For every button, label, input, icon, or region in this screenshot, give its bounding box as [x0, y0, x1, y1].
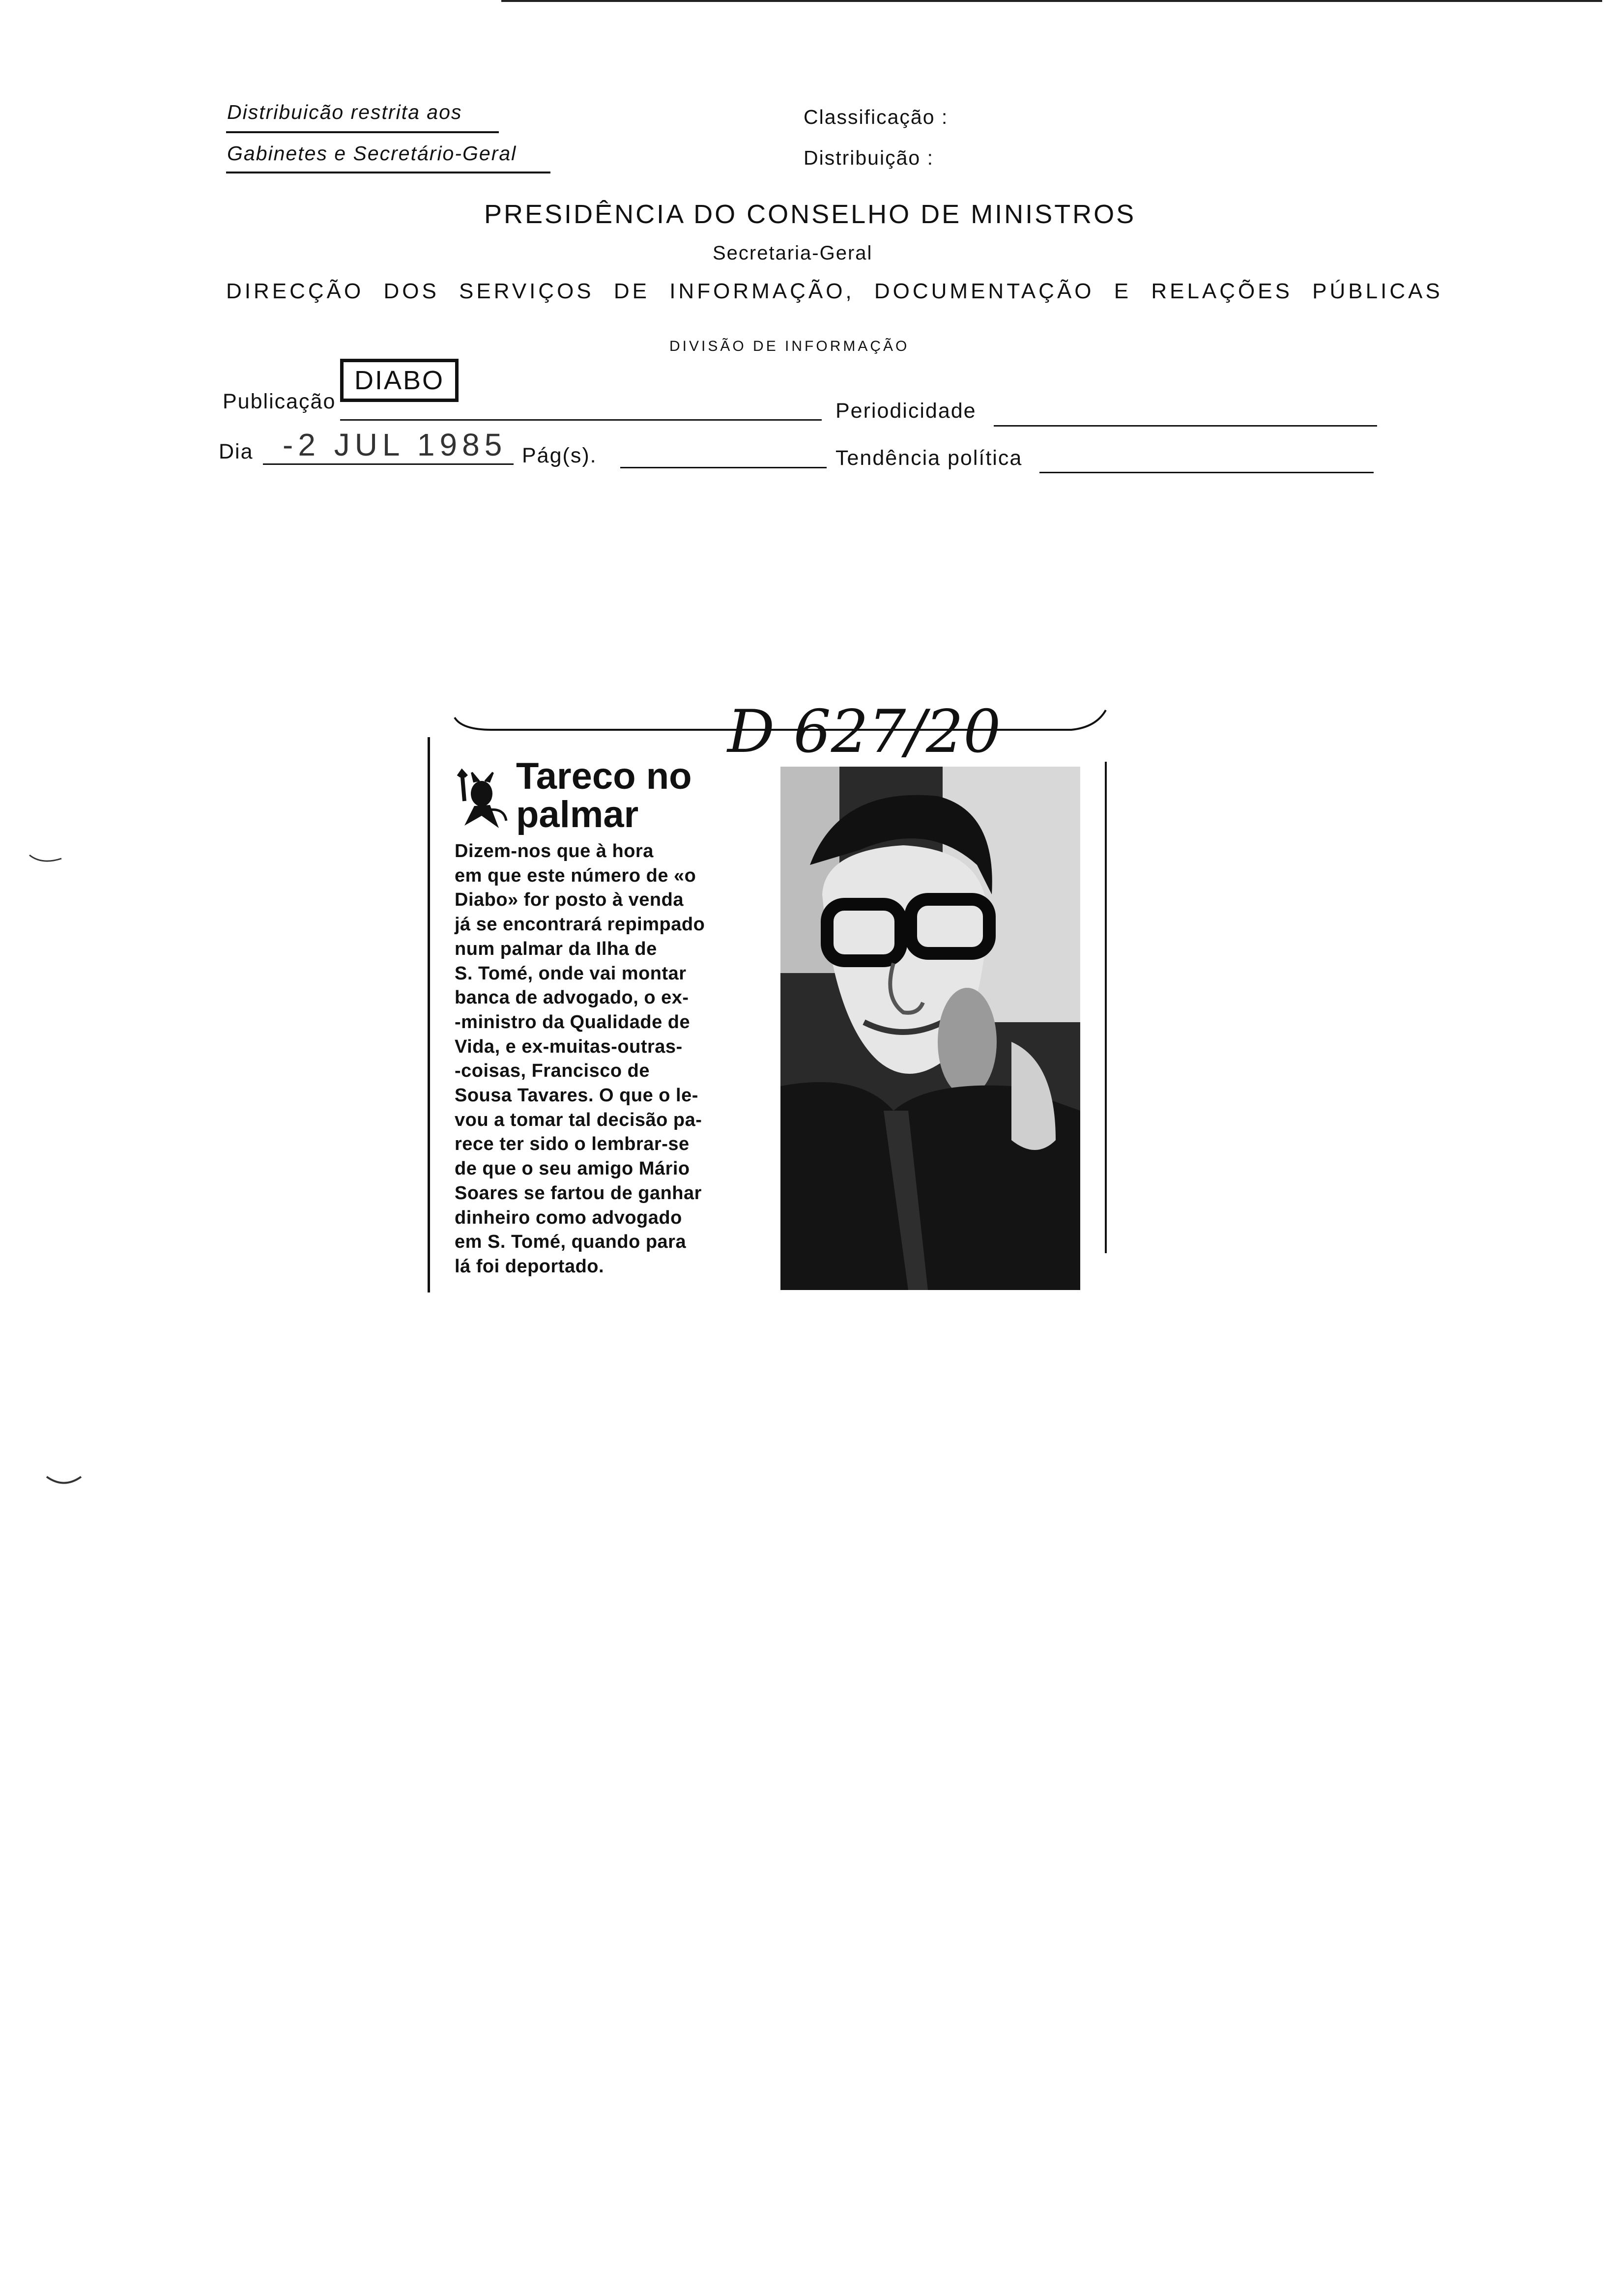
pags-line [620, 467, 827, 468]
punch-mark-upper [27, 853, 66, 867]
portrait-image [780, 767, 1080, 1290]
distribution-underline-2 [226, 172, 550, 173]
punch-mark-lower [44, 1472, 84, 1492]
classificacao-label: Classificação : [804, 106, 949, 128]
clipping-headline-line-2: palmar [516, 794, 639, 835]
dia-line [263, 463, 514, 465]
distribuicao-label: Distribuição : [804, 146, 934, 169]
clipping-headline-line-1: Tareco no [516, 755, 692, 797]
pags-label: Pág(s). [522, 444, 597, 467]
scan-top-edge [501, 0, 1602, 2]
clipping-right-border [1105, 762, 1107, 1253]
periodicidade-line [994, 425, 1377, 427]
tendencia-label: Tendência política [835, 446, 1023, 470]
distribution-line-2: Gabinetes e Secretário-Geral [227, 142, 517, 165]
publicacao-value: DIABO [354, 366, 445, 395]
handwritten-reference: D 627/20 [727, 698, 1001, 766]
distribution-underline-1 [226, 131, 499, 133]
clipping-left-border [428, 737, 430, 1292]
tendencia-line [1039, 472, 1374, 473]
direccao-title: DIRECÇÃO DOS SERVIÇOS DE INFORMAÇÃO, DOCUMENTAÇÃO E RELAÇÕES PÚBLICAS [226, 279, 1443, 303]
publicacao-stamp [340, 359, 459, 402]
secretaria-subtitle: Secretaria-Geral [713, 242, 873, 264]
clipping-body-text: Dizem-nos que à hora em que este número de «o Diabo» for posto à venda já se encontrará repimpado num palmar da Ilha de S. Tomé, onde vai montar banca de advogado, o ex- -ministro da Qualidade de Vida, e ex-muitas-outras- -coisas, Francisco de Sousa Tavares. O que o le- vou a tomar tal decisão pa- rece ter sido o lembrar-se de que o seu amigo Mário Soares se fartou de ganhar dinheiro como advogado em S. Tomé, quando para lá foi deportado. [455, 841, 705, 1277]
publicacao-label: Publicação [223, 390, 336, 413]
portrait-photo [780, 767, 1080, 1290]
dia-label: Dia [219, 440, 254, 463]
distribution-line-1: Distribuicão restrita aos [227, 101, 462, 123]
newspaper-clipping [428, 698, 1111, 1297]
divisao-title: DIVISÃO DE INFORMAÇÃO [669, 338, 910, 354]
devil-mascot-icon [455, 767, 509, 831]
publicacao-line [340, 419, 822, 421]
dia-value: -2 JUL 1985 [283, 427, 507, 462]
periodicidade-label: Periodicidade [835, 399, 977, 423]
presidencia-title: PRESIDÊNCIA DO CONSELHO DE MINISTROS [484, 200, 1136, 229]
